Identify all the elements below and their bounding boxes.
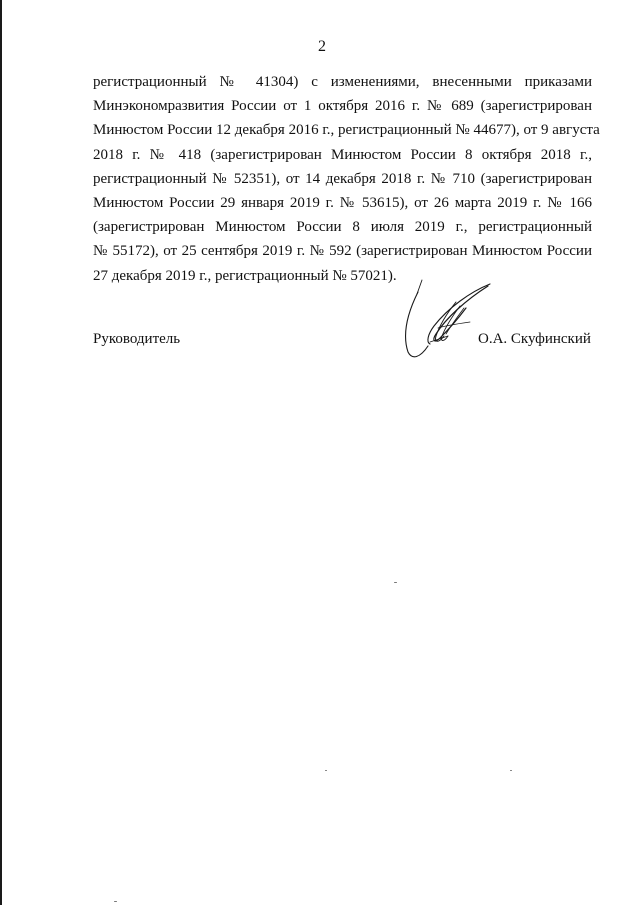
scan-speck bbox=[510, 770, 512, 771]
body-line: Минэкономразвития России от 1 октября 2016 г. № 689 (зарегистрирован bbox=[93, 98, 592, 115]
body-line: № 55172), от 25 сентября 2019 г. № 592 (зарегистрирован Минюстом России bbox=[93, 243, 592, 260]
signer-name: О.А. Скуфинский bbox=[478, 331, 591, 347]
body-paragraph bbox=[93, 70, 600, 288]
body-line: Минюстом России 12 декабря 2016 г., регистрационный № 44677), от 9 августа bbox=[93, 122, 600, 139]
scan-speck bbox=[325, 770, 327, 771]
body-line: регистрационный № 52351), от 14 декабря 2018 г. № 710 (зарегистрирован bbox=[93, 170, 592, 187]
body-line: Минюстом России 29 января 2019 г. № 53615), от 26 марта 2019 г. № 166 bbox=[93, 194, 592, 211]
body-line: 2018 г. № 418 (зарегистрирован Минюстом России 8 октября 2018 г., bbox=[93, 146, 592, 163]
scan-speck bbox=[114, 901, 117, 902]
scan-speck bbox=[394, 582, 397, 583]
body-line: регистрационный № 41304) с изменениями, внесенными приказами bbox=[93, 74, 592, 90]
page-number: 2 bbox=[318, 38, 326, 55]
signer-position: Руководитель bbox=[93, 331, 181, 347]
body-line: (зарегистрирован Минюстом России 8 июля 2019 г., регистрационный bbox=[93, 219, 592, 236]
signature-icon bbox=[400, 278, 500, 362]
body-line: 27 декабря 2019 г., регистрационный № 57021). bbox=[93, 267, 397, 284]
